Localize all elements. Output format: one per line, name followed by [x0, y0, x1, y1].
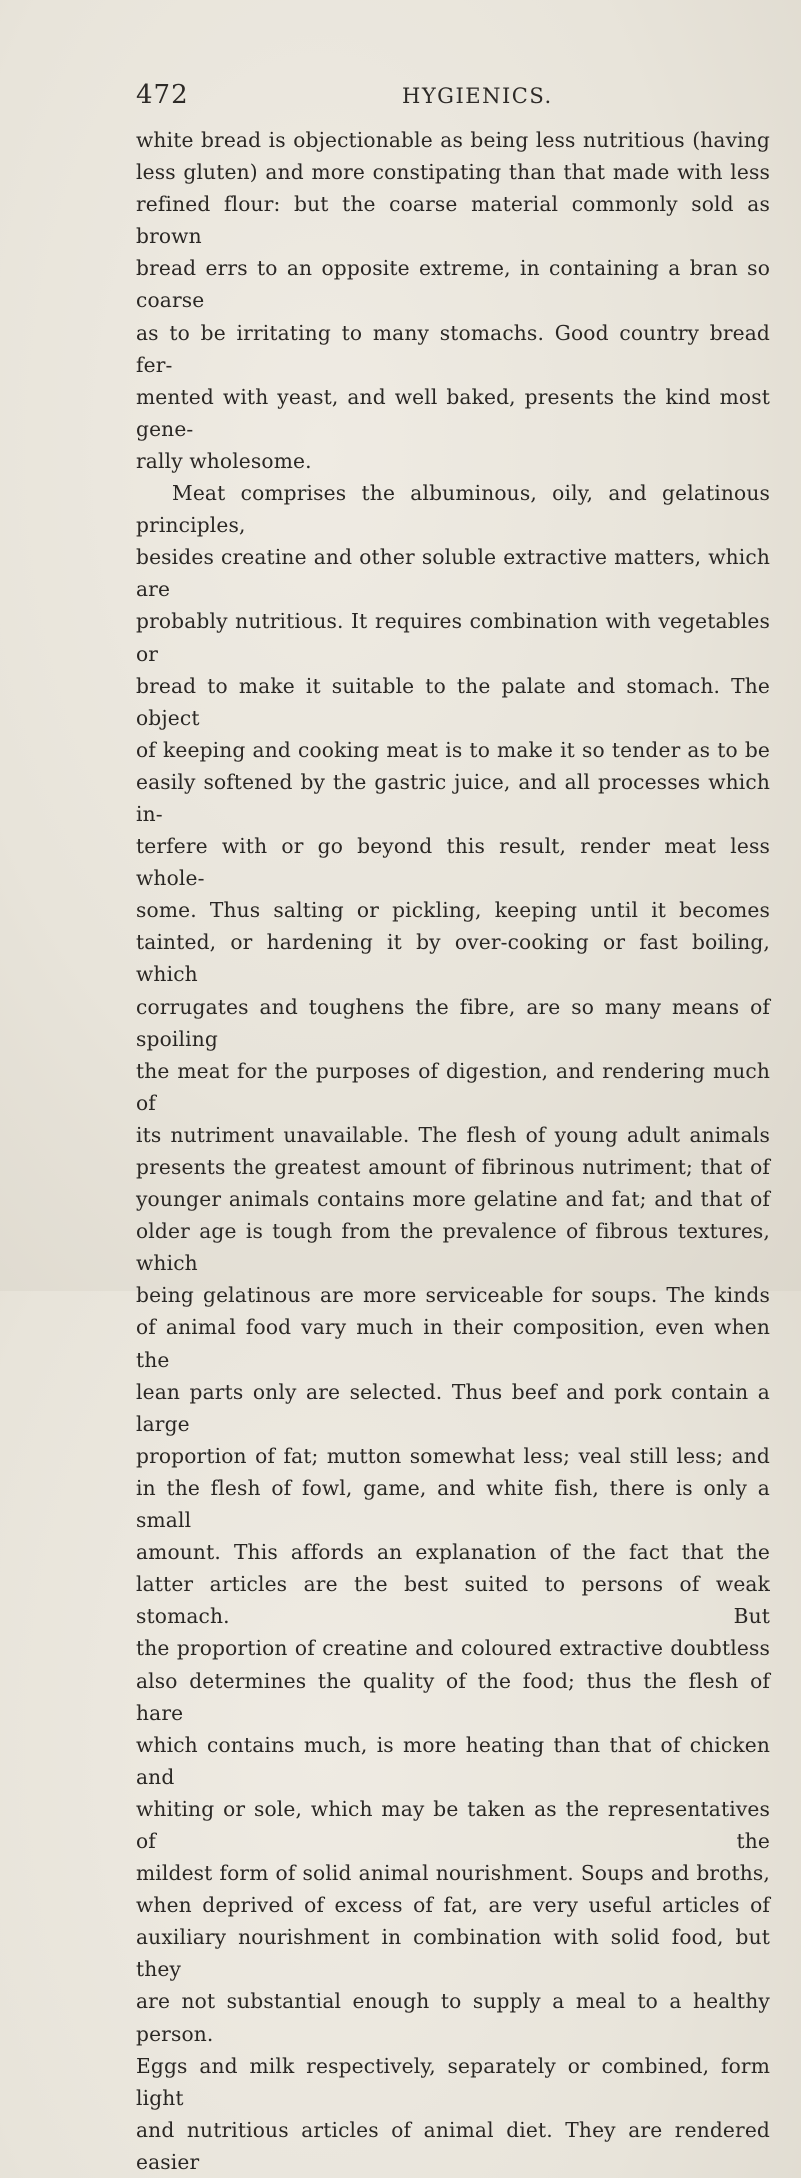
page-number: 472 [136, 80, 189, 110]
text-line: mented with yeast, and well baked, presents the kind most gene- [136, 384, 770, 441]
text-line: amount. This affords an explanation of the fact that the [136, 1540, 770, 1565]
text-line: Eggs and milk respectively, separately or combined, form light [136, 2053, 770, 2110]
text-line: mildest form of solid animal nourishment. Soups and broths, [136, 1861, 770, 1886]
text-line: its nutriment unavailable. The flesh of young adult animals [136, 1122, 770, 1147]
text-line: tainted, or hardening it by over-cooking or fast boiling, which [136, 930, 770, 987]
running-head: HYGIENICS. [402, 84, 553, 108]
text-line: in the flesh of fowl, game, and white fish, there is only a small [136, 1475, 770, 1533]
text-line: bread to make it suitable to the palate and stomach. The object [136, 673, 770, 730]
text-line: bread errs to an opposite extreme, in containing a bran so coarse [136, 256, 770, 313]
text-line: refined flour: but the coarse material commonly sold as brown [136, 192, 770, 249]
text-line: rally wholesome. [136, 448, 312, 473]
text-line: lean parts only are selected. Thus beef and pork contain a large [136, 1379, 770, 1436]
text-line: presents the greatest amount of fibrinous nutriment; that of [136, 1155, 770, 1179]
text-line: proportion of fat; mutton somewhat less; veal still less; and [136, 1443, 770, 1468]
text-line: corrugates and toughens the fibre, are so many means of spoiling [136, 994, 770, 1051]
text-line: probably nutritious. It requires combination with vegetables or [136, 609, 770, 666]
text-line: the proportion of creatine and coloured extractive doubtless [136, 1636, 770, 1661]
text-line: being gelatinous are more serviceable for soups. The kinds [136, 1283, 770, 1308]
text-line: also determines the quality of the food; thus the flesh of hare [136, 1668, 770, 1725]
text-line: white bread is objectionable as being less nutritious (having [136, 128, 770, 152]
page-header [130, 80, 770, 116]
text-line: older age is tough from the prevalence of fibrous textures, which [136, 1219, 770, 1276]
text-line: when deprived of excess of fat, are very useful articles of [136, 1893, 770, 1918]
text-line: less gluten) and more constipating than that made with less [136, 160, 770, 185]
text-line: and nutritious articles of animal diet. They are rendered easier [136, 2117, 770, 2174]
text-line: easily softened by the gastric juice, and all processes which in- [136, 769, 770, 826]
text-line: of keeping and cooking meat is to make it so tender as to be [136, 737, 770, 762]
text-line: which contains much, is more heating than that of chicken and [136, 1732, 770, 1789]
body-text [136, 124, 770, 2178]
text-line: as to be irritating to many stomachs. Good country bread fer- [136, 320, 770, 377]
text-line: are not substantial enough to supply a meal to a healthy person. [136, 1989, 770, 2046]
text-line: of animal food vary much in their composition, even when the [136, 1315, 770, 1372]
text-line: latter articles are the best suited to persons of weak stomach. But [136, 1572, 770, 1629]
text-line: terfere with or go beyond this result, render meat less whole- [136, 834, 770, 891]
text-line: younger animals contains more gelatine and fat; and that of [136, 1187, 770, 1212]
text-line: some. Thus salting or pickling, keeping until it becomes [136, 898, 770, 923]
text-line: whiting or sole, which may be taken as the representatives of the [136, 1796, 770, 1853]
text-line: auxiliary nourishment in combination with solid food, but they [136, 1925, 770, 1982]
text-line: besides creatine and other soluble extractive matters, which are [136, 545, 770, 602]
text-line: the meat for the purposes of digestion, and rendering much of [136, 1058, 770, 1115]
text-line: Meat comprises the albuminous, oily, and gelatinous principles, [136, 481, 770, 538]
